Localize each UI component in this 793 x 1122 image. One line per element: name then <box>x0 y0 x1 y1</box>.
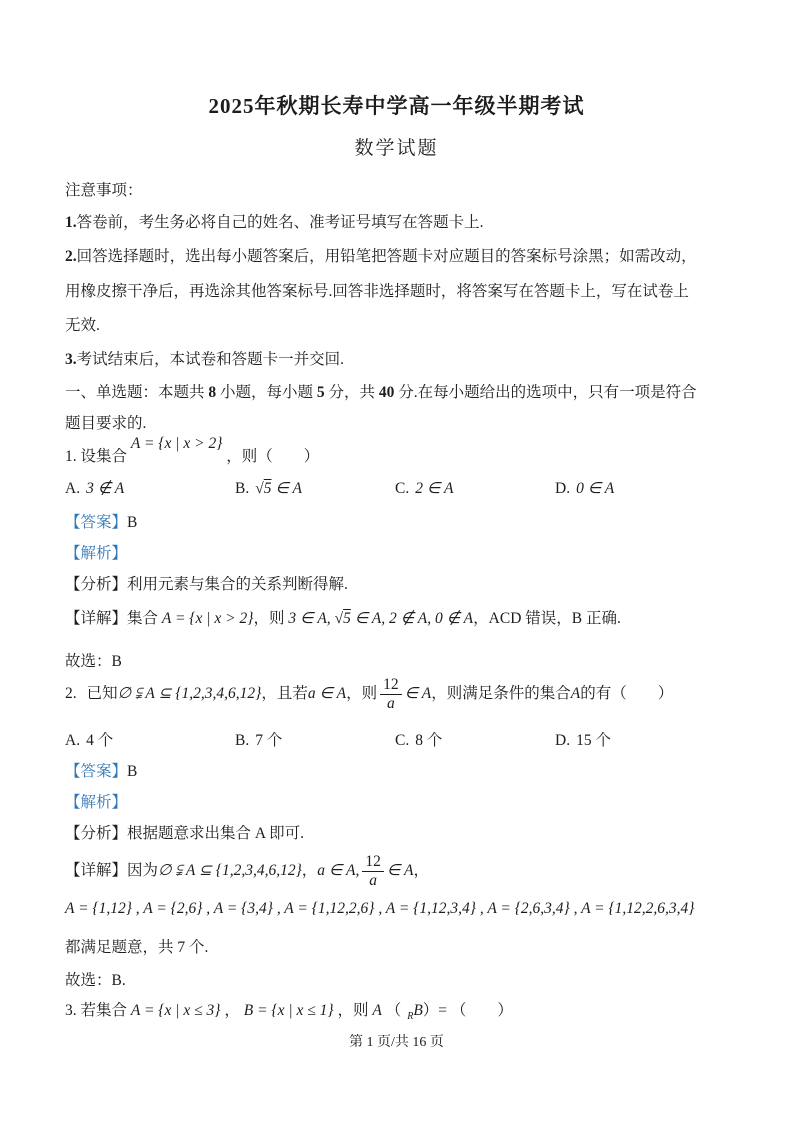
question-1-option-b <box>235 477 302 501</box>
notice-item-2-text-2: 用橡皮擦干净后，再选涂其他答案标号.回答非选择题时，将答案写在答题卡上，写在试卷上 <box>65 283 689 300</box>
explanation-marker: 【解析】 <box>65 794 128 811</box>
section-1-heading-line-1 <box>65 381 737 405</box>
question-3-set-a: A <box>372 1002 382 1019</box>
question-1-detail-membership-2: ∈ A, 2 ∉ A, 0 ∉ A <box>350 610 474 627</box>
option-d-label: D. <box>555 732 571 749</box>
question-2-detail-formula-2: a ∈ A, <box>317 862 360 879</box>
fraction-12-over-a <box>380 676 402 713</box>
section-1-seg-1: 一、单选题：本题共 <box>65 384 209 401</box>
question-2 <box>65 668 737 720</box>
question-1 <box>65 435 737 469</box>
section-1-seg-3: 分，共 <box>324 384 379 401</box>
question-2-choice-line <box>65 969 737 993</box>
question-1-detail-text-2: ，则 <box>253 610 289 627</box>
option-c-label: C. <box>395 480 410 497</box>
question-1-detail-membership-1: 3 ∈ A, <box>288 610 335 627</box>
question-2-analysis-text: 根据题意求出集合 A 即可. <box>127 825 304 842</box>
notice-item-3-text: 考试结束后，本试卷和答题卡一并交回. <box>76 351 345 368</box>
fraction-12-over-a <box>362 853 384 890</box>
question-1-number: 1. <box>65 448 77 465</box>
question-2-options <box>65 729 737 753</box>
complement-subscript-r: R <box>407 1011 414 1022</box>
answer-marker: 【答案】 <box>65 763 128 780</box>
question-1-stem-pre: 设集合 <box>80 448 128 465</box>
notice-item-1 <box>65 211 737 235</box>
option-a-label: A. <box>65 732 81 749</box>
question-2-detail-line <box>65 845 737 897</box>
question-1-option-a <box>65 477 124 501</box>
question-2-option-b <box>235 729 282 753</box>
fraction-denominator: a <box>369 871 377 889</box>
question-1-stem-post: ，则（ ） <box>226 448 320 465</box>
page-number-text: 第 1 页/共 16 页 <box>349 1035 444 1050</box>
question-1-detail-radicand: 5 <box>343 610 351 627</box>
notice-item-3-number: 3. <box>65 351 77 368</box>
question-1-detail-text-3: ，ACD 错误，B 正确. <box>473 610 621 627</box>
section-1-total-points: 40 <box>378 384 395 401</box>
question-1-explanation-marker-line <box>65 542 737 566</box>
question-3-formula-1: A = {x | x ≤ 3} <box>130 1002 221 1019</box>
question-2-detail-text-2: ， <box>301 862 318 879</box>
question-1-option-d <box>555 477 614 501</box>
section-1-question-count: 8 <box>208 384 217 401</box>
question-1-options <box>65 477 737 501</box>
sqrt-radical-sign: √ <box>255 480 264 497</box>
answer-marker: 【答案】 <box>65 514 128 531</box>
notice-item-1-number: 1. <box>65 214 77 231</box>
option-d-formula: 0 ∈ A <box>576 480 615 497</box>
question-1-analysis-line <box>65 573 737 597</box>
option-b-text: 7 个 <box>255 732 283 749</box>
page-footer <box>0 1031 793 1055</box>
question-2-option-d <box>555 729 611 753</box>
detail-marker: 【详解】 <box>65 610 128 627</box>
question-2-text-1: 已知 <box>86 685 118 702</box>
question-2-detail-formula-3: ∈ A <box>386 862 414 879</box>
question-1-analysis-text: 利用元素与集合的关系判断得解. <box>127 576 348 593</box>
question-2-candidate-sets: A = {1,12} , A = {2,6} , A = {3,4} , A = {1,12,2,6} , A = {1,12,3,4} , A = {2,6,3,4} , A = {1,12,2,6,3,4} <box>65 900 695 917</box>
notice-heading <box>65 179 737 203</box>
explanation-marker: 【解析】 <box>65 545 128 562</box>
notice-item-2-line-2 <box>65 280 737 304</box>
question-3-text-2: ， <box>224 1002 244 1019</box>
question-2-detail-text-1: 因为 <box>127 862 159 879</box>
question-2-conclusion-line <box>65 936 737 960</box>
section-1-seg-4: 分.在每小题给出的选项中，只有一项是符合 <box>394 384 697 401</box>
option-c-formula: 2 ∈ A <box>415 480 454 497</box>
fraction-denominator: a <box>387 694 395 712</box>
question-1-detail-line <box>65 607 737 631</box>
question-2-option-a <box>65 729 113 753</box>
question-1-choice-text: 故选：B <box>65 653 122 670</box>
question-3-formula-2: B = {x | x ≤ 1} <box>243 1002 334 1019</box>
question-3-text-3: ，则 <box>337 1002 369 1019</box>
question-3-text-1: 若集合 <box>80 1002 128 1019</box>
question-2-detail-formula-1: ∅ ⫋ A ⊆ {1,2,3,4,6,12} <box>158 862 302 879</box>
notice-item-2-text-3: 无效. <box>65 317 100 334</box>
option-b-formula-rest: ∈ A <box>271 480 302 497</box>
question-1-option-c <box>395 477 453 501</box>
exam-title: 2025年秋期长寿中学高一年级半期考试 <box>208 94 585 118</box>
question-3-paren-open: （ <box>385 1002 402 1019</box>
analysis-marker: 【分析】 <box>65 825 128 842</box>
question-3-answer-blank: （ ） <box>450 1002 513 1019</box>
question-1-detail-formula-1: A = {x | x > 2} <box>161 610 254 627</box>
fraction-numerator: 12 <box>380 676 402 695</box>
question-1-answer-value: B <box>127 514 138 531</box>
question-2-formula-1: ∅ ⫋ A ⊆ {1,2,3,4,6,12} <box>117 685 262 702</box>
question-2-explanation-marker-line <box>65 791 737 815</box>
option-b-radicand: 5 <box>263 480 272 497</box>
analysis-marker: 【分析】 <box>65 576 128 593</box>
option-a-formula: 3 ∉ A <box>86 480 125 497</box>
option-c-text: 8 个 <box>415 732 443 749</box>
notice-item-2-number: 2. <box>65 248 77 265</box>
notice-item-2-text-1: 回答选择题时，选出每小题答案后，用铅笔把答题卡对应题目的答案标号涂黑；如需改动， <box>76 248 697 265</box>
question-3-set-b: B <box>413 1002 423 1019</box>
question-1-detail-text-1: 集合 <box>127 610 162 627</box>
question-2-conclusion-text: 都满足题意，共 7 个. <box>65 939 209 956</box>
notice-item-2-line-1 <box>65 245 737 269</box>
option-b-label: B. <box>235 732 250 749</box>
option-c-label: C. <box>395 732 410 749</box>
question-2-formula-3: ∈ A <box>404 685 432 702</box>
option-d-label: D. <box>555 480 571 497</box>
question-2-answer-value: B <box>127 763 138 780</box>
notice-item-2-line-3 <box>65 314 737 338</box>
question-3-equals: ）= <box>422 1002 448 1019</box>
question-2-text-2: ，且若 <box>261 685 308 702</box>
question-3 <box>65 999 737 1029</box>
question-2-number: 2. <box>65 685 77 702</box>
question-1-set-formula: A = {x | x > 2} <box>130 435 223 452</box>
option-d-text: 15 个 <box>576 732 611 749</box>
question-2-answer-line <box>65 760 737 784</box>
question-1-answer-line <box>65 511 737 535</box>
notice-item-1-text: 答卷前，考生务必将自己的姓名、准考证号填写在答题卡上. <box>76 214 484 231</box>
question-2-text-4: ，则满足条件的集合 <box>431 685 571 702</box>
question-2-formula-2: a ∈ A <box>307 685 347 702</box>
question-2-text-3: ，则 <box>346 685 378 702</box>
option-a-text: 4 个 <box>86 732 114 749</box>
detail-marker: 【详解】 <box>65 862 128 879</box>
question-2-set-symbol: A <box>570 685 581 702</box>
question-2-text-5: 的有（ ） <box>580 685 674 702</box>
option-a-label: A. <box>65 480 81 497</box>
sqrt-radical-sign: √ <box>334 610 344 627</box>
question-2-choice-text: 故选：B. <box>65 972 126 989</box>
section-1-line-2-text: 题目要求的. <box>65 415 147 432</box>
question-2-analysis-line <box>65 822 737 846</box>
section-1-points-each: 5 <box>316 384 325 401</box>
section-1-seg-2: 小题，每小题 <box>216 384 317 401</box>
question-2-candidate-sets-line <box>65 897 737 921</box>
notice-heading-text: 注意事项： <box>65 182 143 199</box>
notice-item-3 <box>65 348 737 372</box>
option-b-label: B. <box>235 480 250 497</box>
question-2-detail-text-3: ， <box>413 862 429 879</box>
question-3-number: 3. <box>65 1002 77 1019</box>
fraction-numerator: 12 <box>362 853 384 872</box>
paper-subtitle: 数学试题 <box>354 138 439 159</box>
question-2-option-c <box>395 729 442 753</box>
